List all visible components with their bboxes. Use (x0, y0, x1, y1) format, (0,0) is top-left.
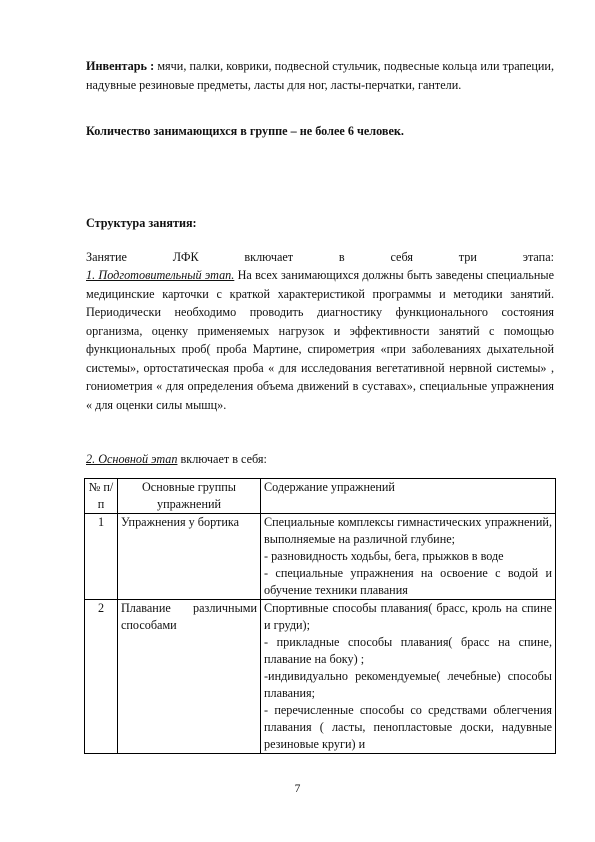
stage2-title: 2. Основной этап (86, 452, 178, 466)
inventory-text: мячи, палки, коврики, подвесной стульчик, подвесные кольца или трапеции, надувные резиновые предметы, ласты для ног, ласты-перчатки, гантели. (86, 59, 554, 92)
table-header-row (85, 479, 556, 514)
header-num: № п/п (85, 479, 118, 514)
stage1-paragraph (86, 266, 554, 414)
table-row (85, 514, 556, 600)
stage1-text: На всех занимающихся должны быть заведены специальные медицинские карточки с краткой характеристикой программы и методики занятий. Периодически необходимо проводить диагностику функционального состояния организма, оценку применяемых нагрузок и эффективности занятий с помощью функциональных проб( проба Мартине, спирометрия «при заболеваниях дыхательной системы», ортостатическая проба « для исследования вегетативной нервной системы» , гониометрия « для определения объема движений в суставах», специальные упражнения « для оценки силы мышц». (86, 268, 554, 412)
intro-line: Занятие ЛФК включает в себя три этапа: (86, 250, 554, 264)
page-number: 7 (294, 783, 301, 795)
header-group: Основные группы упражнений (118, 479, 261, 514)
stage1-title: 1. Подготовительный этап. (86, 268, 235, 282)
row-num: 1 (85, 514, 118, 600)
row-group: Плавание различными способами (118, 600, 261, 754)
header-content: Содержание упражнений (261, 479, 556, 514)
group-size-paragraph (86, 122, 554, 141)
group-size-text: Количество занимающихся в группе – не более 6 человек. (86, 124, 404, 138)
stage2-text: включает в себя: (177, 452, 267, 466)
row-num: 2 (85, 600, 118, 754)
inventory-paragraph (86, 57, 554, 94)
table-row (85, 600, 556, 754)
structure-title: Структура занятия: (86, 216, 197, 230)
row-content: Спортивные способы плавания( брасс, кроль на спине и груди); - прикладные способы плавания( брасс на спине, плавание на боку) ; -индивидуально рекомендуемые( лечебные) способы плавания; - перечисленные способы со средствами облегчения плавания ( ласты, пенопластовые доски, надувные резиновые круги) и (261, 600, 556, 754)
exercise-table (84, 478, 556, 754)
row-group: Упражнения у бортика (118, 514, 261, 600)
row-content: Специальные комплексы гимнастических упражнений, выполняемые на различной глубине; - разновидность ходьбы, бега, прыжков в воде - специальные упражнения на освоение с водой и обучение техники плавания (261, 514, 556, 600)
inventory-label: Инвентарь : (86, 59, 155, 73)
stage2-paragraph (86, 450, 554, 469)
